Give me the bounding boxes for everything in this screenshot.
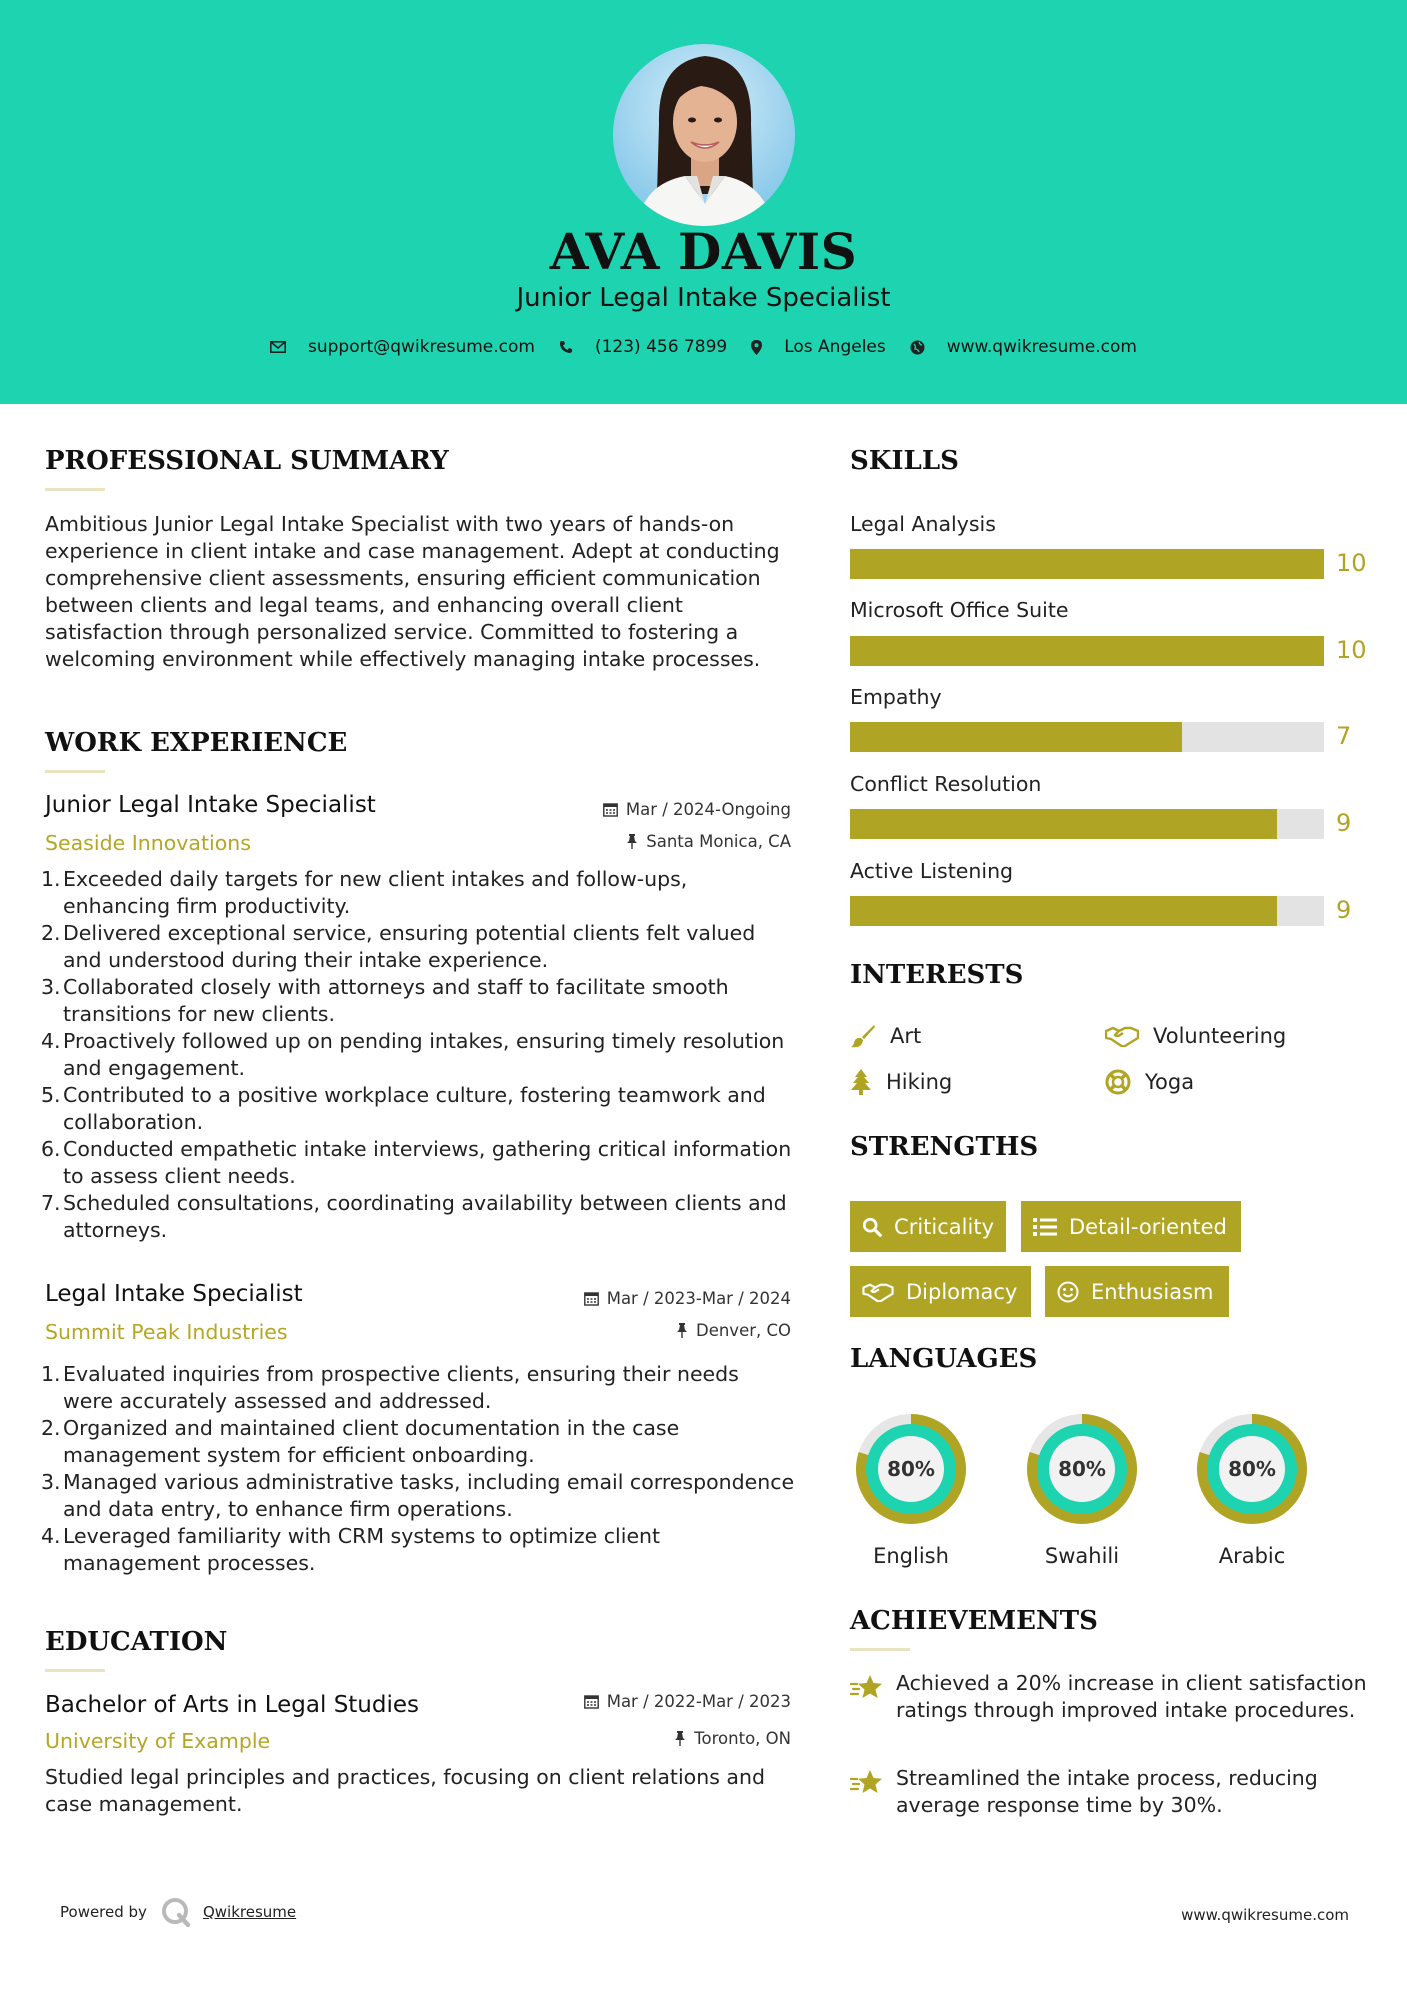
list-text: Exceeded daily targets for new client intakes and follow-ups, enhancing firm productivity. xyxy=(63,867,688,918)
skill-bar-fill xyxy=(850,809,1277,839)
resume-header xyxy=(0,0,1407,404)
list-text: Managed various administrative tasks, including email correspondence and data entry, to enhance firm operations. xyxy=(63,1470,795,1521)
skill-bar-fill xyxy=(850,722,1182,752)
list-text: Collaborated closely with attorneys and staff to facilitate smooth transitions for new clients. xyxy=(63,975,729,1026)
list-text: Scheduled consultations, coordinating availability between clients and attorneys. xyxy=(63,1191,787,1242)
summary-text: Ambitious Junior Legal Intake Specialist with two years of hands-on experience in client intake and case management. Adept at conducting comprehensive client assessments, ensuring efficient communication between clients and legal teams, and enhancing overall client satisfaction through personalized service. Committed to fostering a welcoming environment while effectively managing intake processes. xyxy=(45,512,780,671)
skill-bar xyxy=(850,636,1324,666)
education-heading: EDUCATION xyxy=(45,1627,228,1657)
interest-item xyxy=(850,1069,952,1095)
contact-phone-text: (123) 456 7899 xyxy=(594,337,728,357)
achievement-text: Streamlined the intake process, reducing average response time by 30%. xyxy=(896,1766,1318,1817)
interest-item xyxy=(1105,1024,1286,1048)
list-text: Leveraged familiarity with CRM systems to optimize client management processes. xyxy=(63,1524,661,1575)
interest-label: Hiking xyxy=(886,1070,953,1094)
skill-name: Empathy xyxy=(850,685,942,709)
education-date xyxy=(584,1692,791,1711)
language-gauge xyxy=(850,1408,972,1530)
interest-label: Yoga xyxy=(1145,1070,1195,1094)
list-item xyxy=(41,1190,795,1244)
handshake-icon xyxy=(862,1282,894,1302)
section-rule xyxy=(850,1648,910,1651)
language-gauge xyxy=(1021,1408,1143,1530)
skill-value: 9 xyxy=(1336,809,1352,837)
job-location-text: Santa Monica, CA xyxy=(646,832,791,851)
education-location xyxy=(674,1729,791,1748)
interests-heading: INTERESTS xyxy=(850,960,1024,990)
degree-title: Bachelor of Arts in Legal Studies xyxy=(45,1692,420,1718)
list-item xyxy=(41,1361,795,1415)
summary-heading: PROFESSIONAL SUMMARY xyxy=(45,446,449,476)
list-number: 3. xyxy=(41,1470,61,1494)
skill-bar-fill xyxy=(850,549,1324,579)
contact-email[interactable] xyxy=(270,337,535,357)
skill-bar-fill xyxy=(850,636,1324,666)
achievement-item xyxy=(850,1670,1370,1724)
list-text: Delivered exceptional service, ensuring potential clients felt valued and understood during their intake experience. xyxy=(63,921,756,972)
interest-item xyxy=(1105,1069,1194,1095)
list-number: 1. xyxy=(41,867,61,891)
list-item xyxy=(41,1415,795,1469)
skill-bar xyxy=(850,809,1324,839)
job-location xyxy=(676,1321,791,1340)
skill-bar xyxy=(850,896,1324,926)
strengths-heading: STRENGTHS xyxy=(850,1132,1039,1162)
job-date-text: Mar / 2024-Ongoing xyxy=(625,800,791,819)
list-number: 4. xyxy=(41,1524,61,1548)
job-bullets xyxy=(41,1361,795,1577)
interest-label: Art xyxy=(890,1024,922,1048)
calendar-icon xyxy=(584,1291,599,1306)
list-text: Evaluated inquiries from prospective clients, ensuring their needs were accurately assessed and addressed. xyxy=(63,1362,739,1413)
list-text: Organized and maintained client documentation in the case management system for efficient onboarding. xyxy=(63,1416,680,1467)
footer-powered-by xyxy=(60,1897,296,1927)
envelope-icon xyxy=(270,341,286,353)
skill-name: Conflict Resolution xyxy=(850,772,1042,796)
pushpin-icon xyxy=(674,1731,686,1746)
contact-phone[interactable] xyxy=(559,337,727,357)
list-number: 5. xyxy=(41,1083,61,1107)
list-item xyxy=(41,1028,795,1082)
job-bullets xyxy=(41,866,795,1244)
contact-website[interactable] xyxy=(910,337,1137,357)
contact-website-text: www.qwikresume.com xyxy=(946,337,1137,357)
contact-location-text: Los Angeles xyxy=(784,337,886,357)
strength-label: Criticality xyxy=(894,1214,994,1239)
list-number: 1. xyxy=(41,1362,61,1386)
avatar xyxy=(613,44,795,226)
phone-icon xyxy=(559,340,573,354)
qwikresume-logo-icon xyxy=(161,1897,191,1927)
powered-by-text: Powered by xyxy=(60,1903,147,1921)
contact-email-text: support@qwikresume.com xyxy=(308,337,535,357)
achievements-heading: ACHIEVEMENTS xyxy=(850,1606,1098,1636)
strength-badge xyxy=(850,1266,1031,1317)
map-marker-icon xyxy=(751,340,762,355)
job-company: Summit Peak Industries xyxy=(45,1320,288,1344)
strength-badge xyxy=(1021,1201,1241,1252)
list-number: 2. xyxy=(41,1416,61,1440)
achievement-item xyxy=(850,1765,1370,1819)
contact-location xyxy=(751,337,886,357)
interest-label: Volunteering xyxy=(1153,1024,1287,1048)
list-item xyxy=(41,1469,795,1523)
job-date xyxy=(603,800,791,819)
pushpin-icon xyxy=(626,834,638,849)
language-percent: 80% xyxy=(1228,1457,1276,1481)
job-location-text: Denver, CO xyxy=(695,1321,791,1340)
globe-icon xyxy=(910,340,925,355)
pushpin-icon xyxy=(676,1323,688,1338)
footer-url[interactable]: www.qwikresume.com xyxy=(1181,1906,1349,1924)
candidate-title: Junior Legal Intake Specialist xyxy=(516,283,891,313)
education-location-text: Toronto, ON xyxy=(694,1729,791,1748)
job-company: Seaside Innovations xyxy=(45,831,251,855)
tree-icon xyxy=(850,1069,872,1095)
skill-value: 9 xyxy=(1336,896,1352,924)
life-ring-icon xyxy=(1105,1069,1131,1095)
paintbrush-icon xyxy=(850,1024,876,1048)
language-gauge xyxy=(1191,1408,1313,1530)
strength-label: Enthusiasm xyxy=(1091,1279,1214,1304)
list-item xyxy=(41,1136,795,1190)
job-title: Junior Legal Intake Specialist xyxy=(45,792,376,818)
skill-value: 7 xyxy=(1336,722,1352,750)
smile-icon xyxy=(1057,1281,1079,1303)
job-date xyxy=(584,1289,791,1308)
school-name: University of Example xyxy=(45,1729,271,1753)
skill-bar xyxy=(850,549,1324,579)
strength-label: Diplomacy xyxy=(906,1279,1018,1304)
achievement-text: Achieved a 20% increase in client satisfaction ratings through improved intake procedures. xyxy=(896,1671,1367,1722)
skill-bar-fill xyxy=(850,896,1277,926)
list-item xyxy=(41,1523,795,1577)
candidate-name: AVA DAVIS xyxy=(549,222,858,281)
strength-badge xyxy=(850,1201,1006,1252)
language-percent: 80% xyxy=(1058,1457,1106,1481)
skill-value: 10 xyxy=(1336,549,1367,577)
list-text: Contributed to a positive workplace culture, fostering teamwork and collaboration. xyxy=(63,1083,766,1134)
education-date-text: Mar / 2022-Mar / 2023 xyxy=(606,1692,791,1711)
handshake-icon xyxy=(1105,1025,1139,1047)
education-description: Studied legal principles and practices, focusing on client relations and case management. xyxy=(45,1765,765,1816)
section-rule xyxy=(45,488,105,491)
job-location xyxy=(626,832,791,851)
calendar-icon xyxy=(584,1694,599,1709)
list-item xyxy=(41,866,795,920)
language-percent: 80% xyxy=(887,1457,935,1481)
star-icon xyxy=(850,1769,884,1797)
interest-item xyxy=(850,1024,921,1048)
strength-badge xyxy=(1045,1266,1229,1317)
experience-heading: WORK EXPERIENCE xyxy=(45,728,348,758)
languages-heading: LANGUAGES xyxy=(850,1344,1038,1374)
skill-name: Active Listening xyxy=(850,859,1014,883)
section-rule xyxy=(45,770,105,773)
skill-name: Legal Analysis xyxy=(850,512,996,536)
list-item xyxy=(41,1082,795,1136)
skill-name: Microsoft Office Suite xyxy=(850,598,1069,622)
list-item xyxy=(41,920,795,974)
list-item xyxy=(41,974,795,1028)
search-icon xyxy=(862,1216,882,1238)
calendar-icon xyxy=(603,802,618,817)
strength-label: Detail-oriented xyxy=(1069,1214,1227,1239)
contact-bar xyxy=(0,337,1407,357)
language-name: English xyxy=(873,1544,949,1568)
job-date-text: Mar / 2023-Mar / 2024 xyxy=(606,1289,791,1308)
language-name: Arabic xyxy=(1218,1544,1286,1568)
job-title: Legal Intake Specialist xyxy=(45,1281,303,1307)
list-number: 2. xyxy=(41,921,61,945)
skill-value: 10 xyxy=(1336,636,1367,664)
skills-heading: SKILLS xyxy=(850,446,959,476)
list-number: 3. xyxy=(41,975,61,999)
skill-bar xyxy=(850,722,1324,752)
language-name: Swahili xyxy=(1044,1544,1120,1568)
list-icon xyxy=(1033,1217,1057,1237)
list-text: Proactively followed up on pending intakes, ensuring timely resolution and engagement. xyxy=(63,1029,785,1080)
list-number: 4. xyxy=(41,1029,61,1053)
star-icon xyxy=(850,1674,884,1702)
list-number: 6. xyxy=(41,1137,61,1161)
list-text: Conducted empathetic intake interviews, gathering critical information to assess client needs. xyxy=(63,1137,792,1188)
section-rule xyxy=(45,1669,105,1672)
brand-link[interactable]: Qwikresume xyxy=(202,1903,297,1921)
list-number: 7. xyxy=(41,1191,61,1215)
